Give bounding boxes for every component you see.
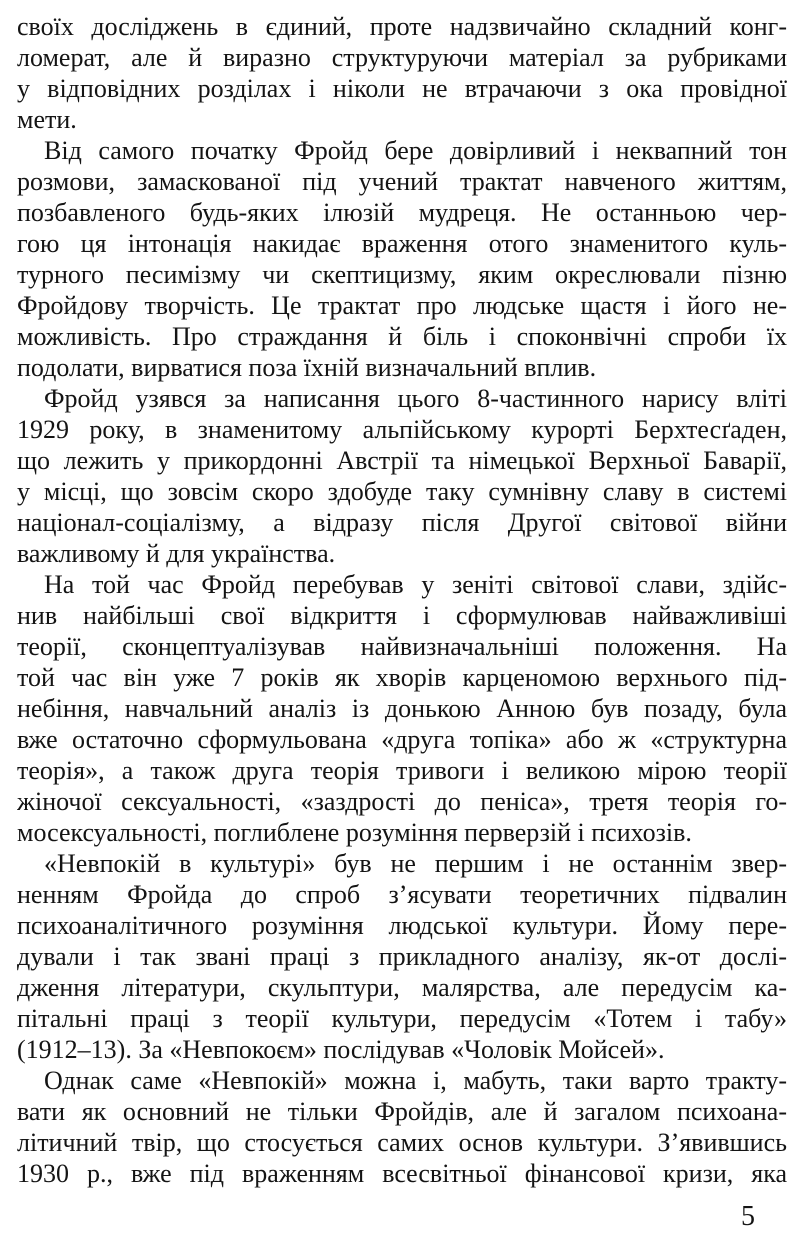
text-line: Від самого початку Фройд бере довірливий і неквапний тон xyxy=(44,136,787,165)
text-line: дували і так звані праці з прикладного аналізу, як-от дослі- xyxy=(17,942,787,971)
text-line: 1930 р., вже під враженням всесвітньої фінансової кризи, яка xyxy=(17,1159,787,1188)
text-line: гою ця інтонація накидає враження отого знаменитого куль- xyxy=(17,229,787,258)
text-line: психоаналітичного розуміння людської культури. Йому пере- xyxy=(17,911,787,940)
text-line: розмови, замаскованої під учений трактат навченого життям, xyxy=(17,167,787,196)
text-line: теорія», а також друга теорія тривоги і великою мірою теорії xyxy=(17,756,787,785)
text-line: Фройд узявся за написання цього 8-частинного нарису вліті xyxy=(44,384,787,413)
text-line: у місці, що зовсім скоро здобуде таку сумнівну славу в системі xyxy=(17,477,787,506)
text-line: Фройдову творчість. Це трактат про людське щастя і його не- xyxy=(17,291,787,320)
text-line: вже остаточно сформульована «друга топіка» або ж «структурна xyxy=(17,725,787,754)
text-line: вати як основний не тільки Фройдів, але й загалом психоана- xyxy=(17,1097,787,1126)
text-line: своїх досліджень в єдиний, проте надзвичайно складний конг- xyxy=(17,12,787,41)
text-line: позбавленого будь-яких ілюзій мудреця. Не останньою чер- xyxy=(17,198,787,227)
page-text xyxy=(17,11,787,1189)
text-line: (1912–13). За «Невпокоєм» послідував «Чоловік Мойсей». xyxy=(17,1035,665,1064)
text-line: пітальні праці з теорії культури, передусім «Тотем і табу» xyxy=(17,1004,787,1033)
page-number: 5 xyxy=(741,1201,755,1232)
text-line: небіння, навчальний аналіз із донькою Анною був позаду, була xyxy=(17,694,787,723)
text-line: жіночої сексуальності, «заздрості до пеніса», третя теорія го- xyxy=(17,787,787,816)
text-line: у відповідних розділах і ніколи не втрачаючи з ока провідної xyxy=(17,74,787,103)
text-line: можливість. Про страждання й біль і споконвічні спроби їх xyxy=(17,322,787,351)
text-line: Однак саме «Невпокій» можна і, мабуть, таки варто тракту- xyxy=(44,1066,787,1095)
text-line: дження літератури, скульптури, малярства, але передусім ка- xyxy=(17,973,787,1002)
text-line: літичний твір, що стосується самих основ культури. З’явившись xyxy=(17,1128,787,1157)
text-line: На той час Фройд перебував у зеніті світової слави, здійс- xyxy=(44,570,787,599)
text-line: 1929 року, в знаменитому альпійському курорті Берхтесґаден, xyxy=(17,415,787,444)
text-line: той час він уже 7 років як хворів карценомою верхнього під- xyxy=(17,663,787,692)
text-line: «Невпокій в культурі» був не першим і не останнім звер- xyxy=(44,849,787,878)
text-line: теорії, сконцептуалізував найвизначальніші положення. На xyxy=(17,632,787,661)
text-line: подолати, вирватися поза їхній визначальний вплив. xyxy=(17,353,597,382)
text-line: мети. xyxy=(17,105,77,134)
text-line: важливому й для українства. xyxy=(17,539,336,568)
text-line: нив найбільші свої відкриття і сформулював найважливіші xyxy=(17,601,787,630)
text-line: турного песимізму чи скептицизму, яким окреслювали пізню xyxy=(17,260,787,289)
text-line: ненням Фройда до спроб з’ясувати теоретичних підвалин xyxy=(17,880,787,909)
text-line: ломерат, але й виразно структуруючи матеріал за рубриками xyxy=(17,43,787,72)
text-line: мосексуальності, поглиблене розуміння перверзій і психозів. xyxy=(17,818,692,847)
text-line: що лежить у прикордонні Австрії та німецької Верхньої Баварії, xyxy=(17,446,787,475)
text-line: націонал-соціалізму, а відразу після Другої світової війни xyxy=(17,508,787,537)
